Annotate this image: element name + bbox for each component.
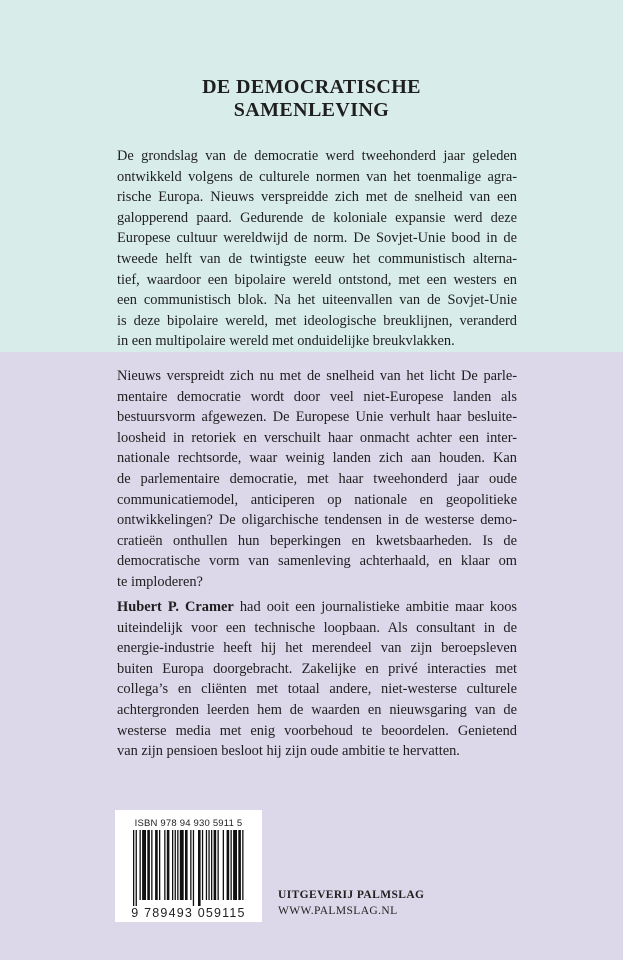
main-paragraph-line: bestuursvorm afgewezen. De Europese Unie verhult haar besluite-: [117, 409, 517, 426]
author-bio-intro: had ooit een journalistieke ambitie maar koos: [233, 599, 518, 615]
intro-paragraph-line: in een multipolaire wereld met onduidelijke breukvlakken.: [117, 333, 455, 350]
author-bio-line-1: [117, 597, 517, 618]
title-line-2: SAMENLEVING: [233, 99, 390, 121]
intro-paragraph-line: De grondslag van de democratie werd tweehonderd jaar geleden: [117, 148, 517, 164]
main-paragraph-line: te imploderen?: [117, 573, 203, 590]
intro-paragraph: [117, 146, 517, 352]
title-line-1: DE DEMOCRATISCHE: [202, 76, 421, 98]
main-paragraph-line: loosheid in retoriek en verschuilt haar onmacht achter een inter-: [117, 429, 517, 446]
main-paragraph-line: democratische vorm van samenleving achterhaald, en klaar om: [117, 553, 517, 570]
intro-paragraph-line: is deze bipolaire wereld, met ideologische breuklijnen, veranderd: [117, 312, 517, 329]
barcode-area: [115, 810, 262, 922]
main-paragraph-line: Nieuws verspreidt zich nu met de snelheid van het licht De parle-: [117, 368, 517, 384]
intro-paragraph-line: galopperend paard. Gedurende de koloniale expansie werd deze: [117, 209, 517, 226]
author-bio-line: achtergronden leerden hem de waarden en nieuwsgaring van de: [117, 701, 517, 718]
author-name: Hubert P. Cramer: [117, 599, 234, 615]
barcode-icon: [133, 830, 244, 906]
main-paragraph-line: cratieën onthullen hun beperkingen en kwetsbaarheden. Is de: [117, 532, 517, 549]
author-bio-line: collega’s en cliënten met totaal andere, niet-westerse culturele: [117, 681, 517, 698]
author-bio: [117, 597, 517, 762]
author-bio-line: uiteindelijk voor een technische loopbaan. Als consultant in de: [117, 619, 517, 636]
intro-paragraph-line: een communistisch blok. Na het uiteenvallen van de Sovjet-Unie: [117, 292, 517, 309]
intro-paragraph-line: rische Europa. Nieuws verspreidde zich met de snelheid van een: [117, 189, 517, 206]
book-title: [0, 76, 623, 122]
author-bio-line: energie-industrie heeft hij het merendeel van zijn beroepsleven: [117, 640, 517, 657]
isbn-label: ISBN 978 94 930 5911 5: [134, 818, 243, 829]
author-bio-line: westerse media met enig voorbehoud te beoordelen. Genietend: [117, 722, 517, 739]
intro-paragraph-line: tief, waardoor een bipolaire wereld ontstond, met een westers en: [117, 271, 517, 288]
intro-paragraph-line: ontwikkeld volgens de culturele normen van het toenmalige agra-: [117, 168, 517, 185]
main-paragraph-line: nationale rechtsorde, waar weinig landen zich aan houden. Kan: [117, 450, 517, 467]
author-bio-line: buiten Europa doorgebracht. Zakelijke en privé interacties met: [117, 660, 517, 677]
main-paragraph-line: ontwikkelingen? De oligarchische tendensen in de westerse demo-: [117, 512, 517, 529]
intro-paragraph-line: tweede helft van de twintigste eeuw het communistisch alterna-: [117, 250, 517, 267]
main-paragraph-line: communicatiemodel, anticiperen op nationale en geopolitieke: [117, 491, 517, 508]
author-bio-line: van zijn pensioen besloot hij zijn oude ambitie te hervatten.: [117, 743, 460, 760]
publisher-website: WWW.PALMSLAG.NL: [278, 905, 398, 917]
main-paragraph-line: mentaire democratie wordt door veel niet-Europese landen als: [117, 388, 517, 405]
main-paragraph-line: de parlementaire democratie, met haar tweehonderd jaar oude: [117, 470, 517, 487]
barcode-number: 9 789493 059115: [131, 906, 246, 920]
publisher-name: UITGEVERIJ PALMSLAG: [278, 889, 425, 901]
intro-paragraph-line: Europese cultuur wereldwijd de norm. De Sovjet-Unie bood in de: [117, 230, 517, 247]
main-paragraph: [117, 366, 517, 593]
